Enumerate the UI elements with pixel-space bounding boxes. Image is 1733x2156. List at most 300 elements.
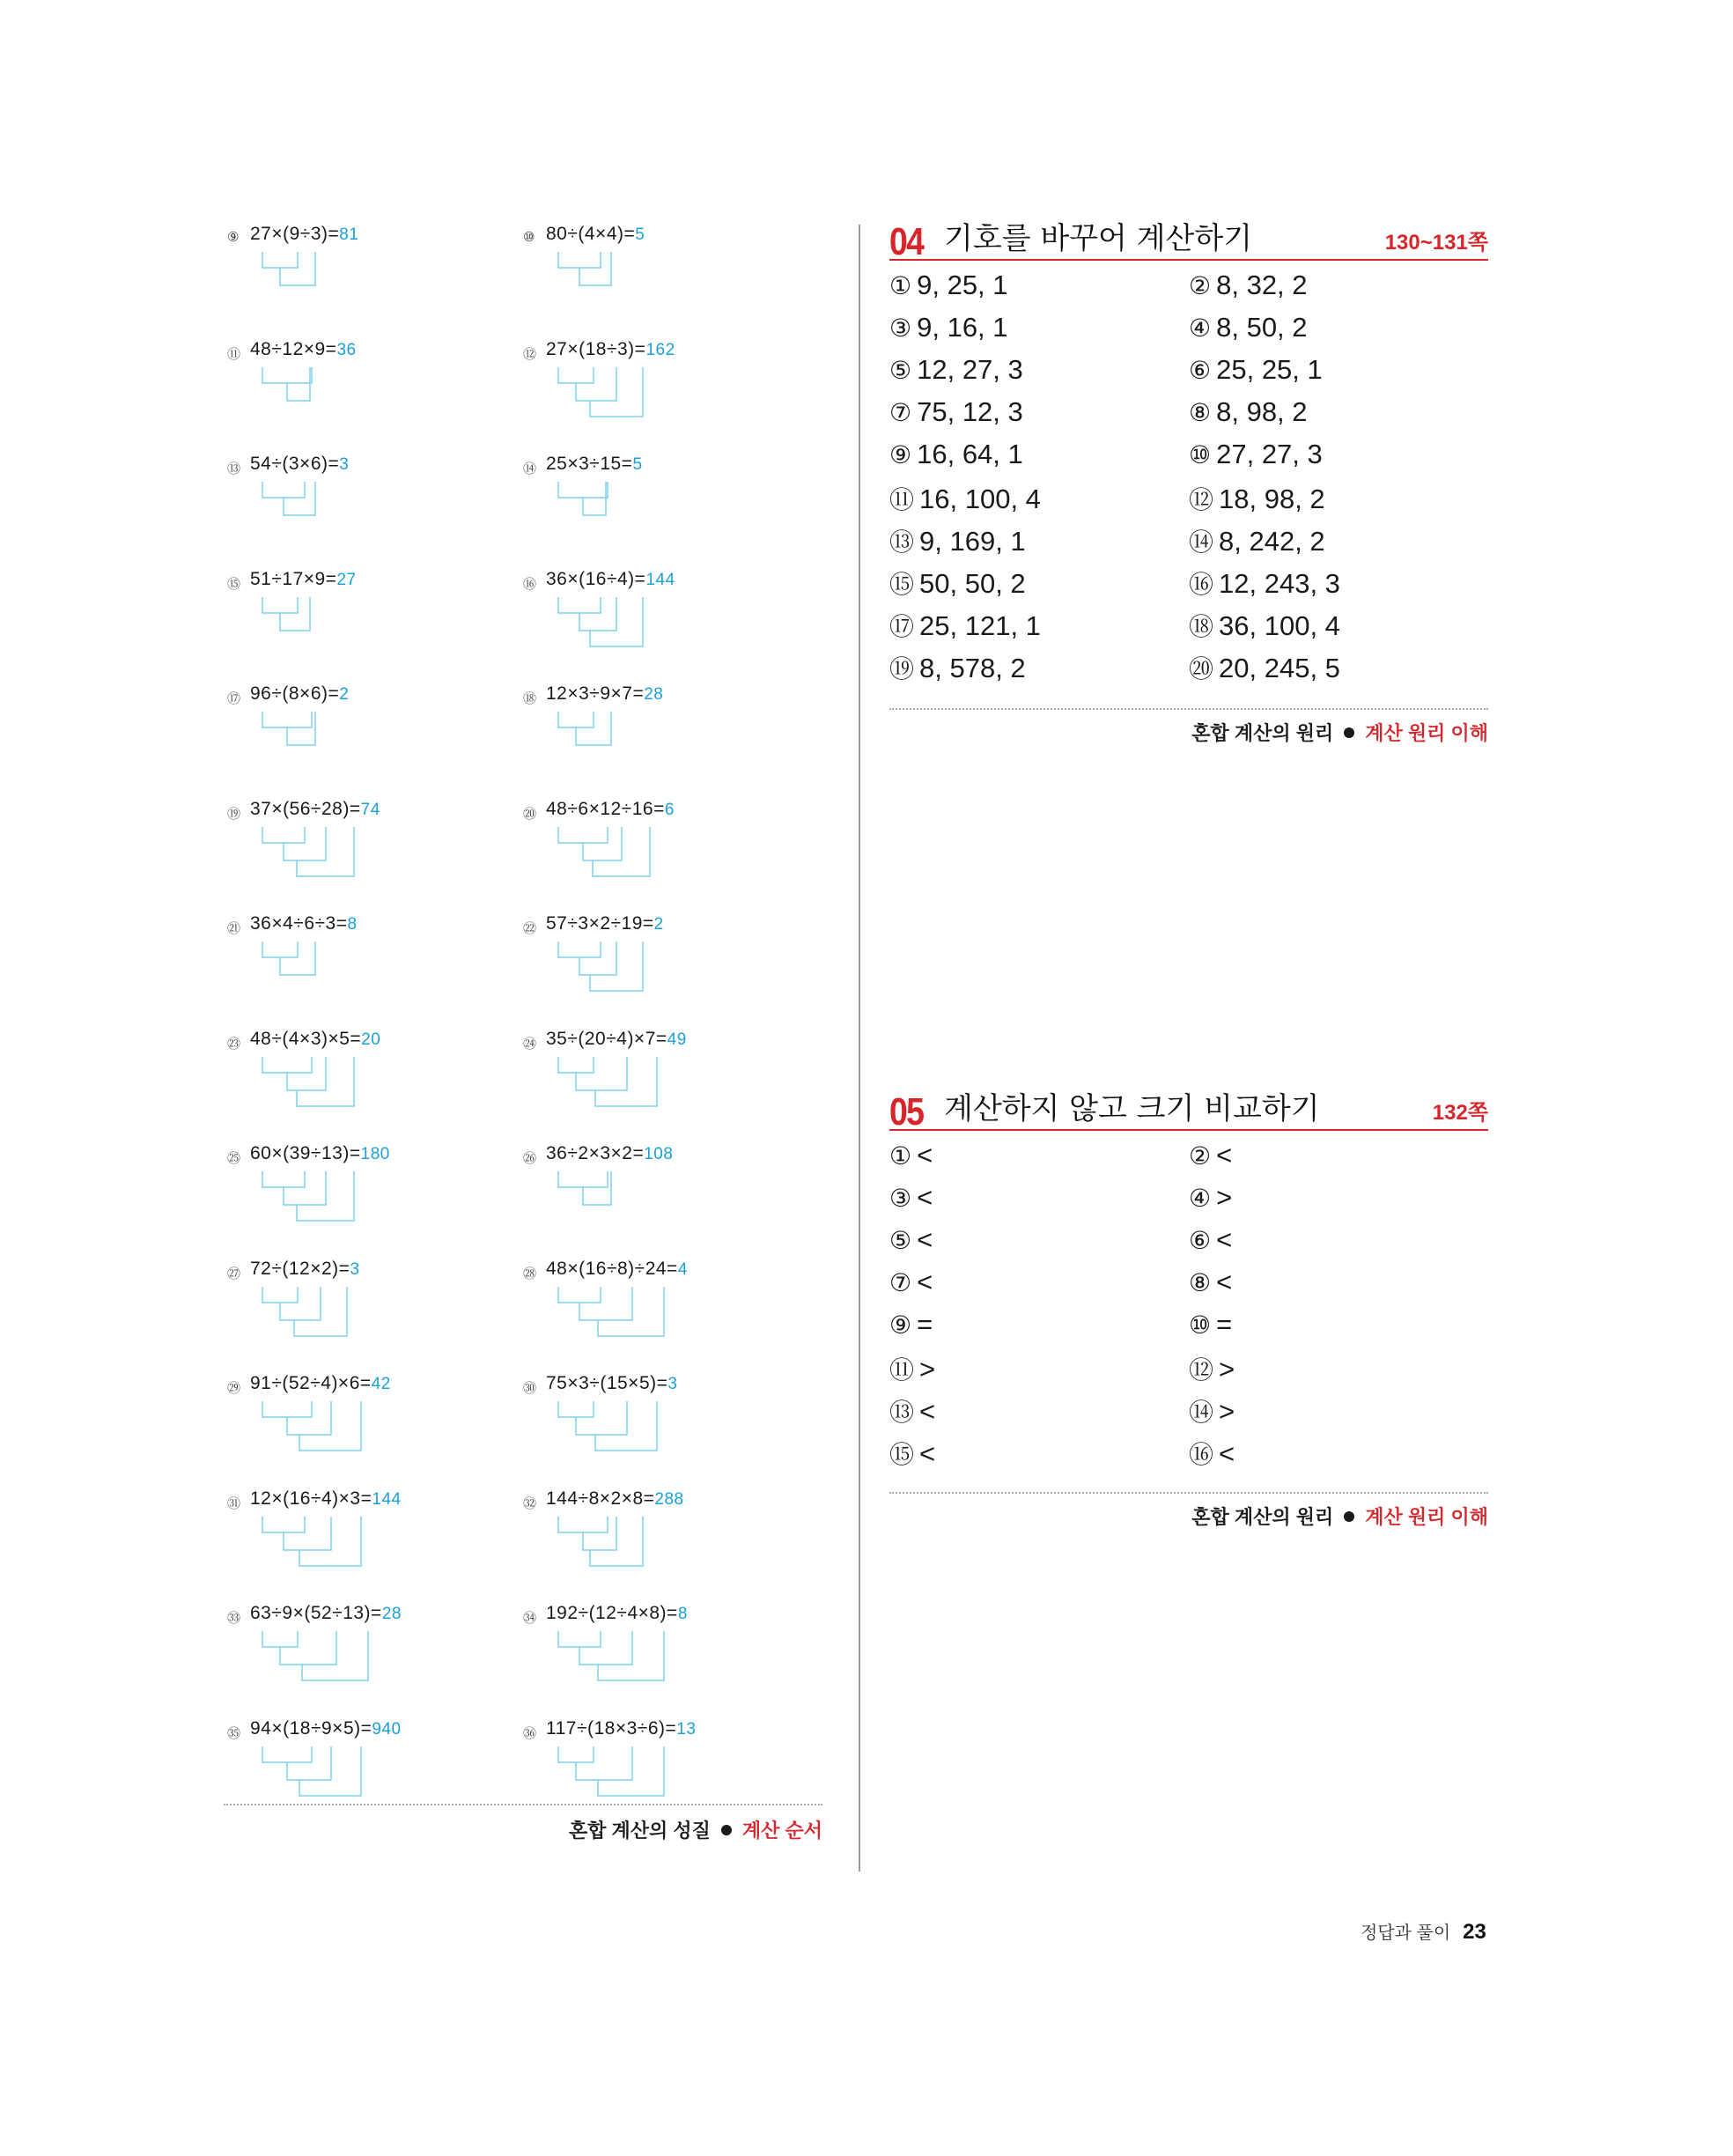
answer-text: 8, 578, 2 xyxy=(919,653,1026,683)
answer-item xyxy=(1189,523,1325,558)
problem-number: ㉟ xyxy=(227,1724,241,1741)
problem-expression xyxy=(546,454,643,475)
answer-value: 144 xyxy=(372,1489,402,1509)
problem-number: ⑰ xyxy=(227,690,241,706)
left-footer-tag xyxy=(569,1816,822,1843)
problem-number: ㉗ xyxy=(227,1265,241,1281)
answer-value: 288 xyxy=(654,1489,684,1509)
section-04-dotted-rule xyxy=(889,708,1488,710)
answer-item xyxy=(889,1182,933,1214)
answer-number: ① xyxy=(889,1141,912,1170)
problem-number: ㉖ xyxy=(523,1150,537,1166)
bracket-line xyxy=(583,482,606,515)
bracket-line xyxy=(576,1401,627,1435)
answer-item xyxy=(1189,1351,1235,1386)
answer-item xyxy=(889,1224,933,1256)
problem-expression xyxy=(250,1488,402,1510)
answer-item xyxy=(889,523,1026,558)
answer-item xyxy=(889,481,1041,516)
calculation-order-brackets xyxy=(250,710,391,772)
bracket-line xyxy=(558,597,601,613)
answer-value: 36 xyxy=(336,340,357,359)
problem-expression xyxy=(250,799,380,820)
bracket-line xyxy=(579,941,616,975)
answer-item xyxy=(1189,354,1323,386)
problem-item xyxy=(520,454,810,550)
problem-expression xyxy=(546,1259,688,1280)
bracket-line xyxy=(262,1171,305,1187)
answer-item xyxy=(1189,1309,1232,1340)
bracket-line xyxy=(583,827,622,860)
bracket-line xyxy=(558,1746,594,1762)
answer-item xyxy=(1189,439,1323,470)
calculation-order-brackets xyxy=(546,710,687,772)
section-number: 05 xyxy=(889,1090,924,1133)
answer-value: 27 xyxy=(336,570,357,589)
answer-text: < xyxy=(919,1438,936,1469)
answer-text: = xyxy=(917,1309,933,1340)
answer-text: 25, 121, 1 xyxy=(919,610,1041,641)
answer-number: ⑯ xyxy=(1189,1440,1214,1469)
problem-item xyxy=(520,799,810,896)
problem-item xyxy=(224,1143,514,1240)
problem-item xyxy=(520,1603,810,1700)
calculation-order-brackets xyxy=(546,1745,687,1806)
bracket-line xyxy=(262,597,298,613)
answer-item xyxy=(889,1140,933,1171)
calculation-order-brackets xyxy=(546,595,687,657)
bracket-line xyxy=(558,941,601,957)
calculation-order-brackets xyxy=(546,1629,687,1691)
bracket-line xyxy=(579,597,616,631)
bracket-line xyxy=(576,367,616,401)
problem-item xyxy=(224,1373,514,1470)
bracket-line xyxy=(287,1057,326,1090)
section-04-header xyxy=(889,218,1488,261)
calculation-order-brackets xyxy=(250,1629,391,1691)
bracket-line xyxy=(287,1746,331,1780)
section-05-dotted-rule xyxy=(889,1492,1488,1494)
answer-text: 8, 50, 2 xyxy=(1216,312,1308,343)
answer-item xyxy=(889,270,1008,301)
problem-number: ㉑ xyxy=(227,920,241,936)
expression-text: 144÷8×2×8= xyxy=(546,1488,655,1509)
answer-item xyxy=(1189,565,1340,601)
bracket-line xyxy=(262,1057,312,1073)
answer-value: 8 xyxy=(677,1605,688,1623)
problem-expression xyxy=(546,913,664,934)
answer-text: < xyxy=(917,1266,933,1297)
bracket-line xyxy=(558,1517,608,1532)
bracket-line xyxy=(598,1287,664,1336)
answer-value: 108 xyxy=(644,1145,674,1163)
answer-value: 42 xyxy=(371,1375,391,1393)
bracket-line xyxy=(576,1746,632,1780)
bracket-line xyxy=(558,252,601,268)
answer-number: ⑩ xyxy=(1189,440,1212,469)
calculation-order-brackets xyxy=(250,1745,391,1806)
problem-expression xyxy=(546,1603,688,1624)
problem-expression xyxy=(250,913,358,934)
problem-number: ㉓ xyxy=(227,1035,241,1052)
problem-number: ⑯ xyxy=(523,575,537,592)
answer-text: 27, 27, 3 xyxy=(1216,439,1323,469)
section-05 xyxy=(889,1089,1488,1469)
bracket-line xyxy=(299,1746,361,1796)
bracket-line xyxy=(579,1631,632,1665)
calculation-order-brackets xyxy=(546,365,687,427)
problem-item xyxy=(520,1029,810,1126)
answer-text: 75, 12, 3 xyxy=(917,396,1023,427)
answer-text: 9, 16, 1 xyxy=(917,312,1008,343)
answer-text: < xyxy=(1216,1266,1233,1297)
expression-text: 12×3÷9×7= xyxy=(546,683,645,704)
answer-item xyxy=(1189,1224,1232,1256)
expression-text: 35÷(20÷4)×7= xyxy=(546,1028,667,1049)
calculation-order-brackets xyxy=(546,940,687,1001)
problem-number: ㉘ xyxy=(523,1265,537,1281)
answer-number: ⑪ xyxy=(889,485,915,514)
problem-item xyxy=(520,683,810,780)
calculation-order-brackets xyxy=(546,480,687,542)
footer-tag-red: 계산 원리 이해 xyxy=(1365,722,1488,744)
bracket-line xyxy=(598,1631,664,1680)
expression-text: 48÷(4×3)×5= xyxy=(250,1028,362,1049)
expression-text: 25×3÷15= xyxy=(546,454,633,474)
problem-item xyxy=(224,224,514,321)
problem-number: ⑱ xyxy=(523,690,537,706)
answer-number: ⑧ xyxy=(1189,1268,1212,1297)
calculation-order-brackets xyxy=(250,480,391,542)
problem-item xyxy=(520,339,810,436)
section-pages: 132쪽 xyxy=(1432,1101,1488,1125)
bracket-line xyxy=(598,1746,664,1796)
calculation-order-brackets xyxy=(250,365,391,427)
answer-value: 49 xyxy=(667,1030,687,1049)
section-05-header xyxy=(889,1089,1488,1131)
expression-text: 80÷(4×4)= xyxy=(546,224,636,244)
bracket-line xyxy=(558,827,608,843)
answer-value: 81 xyxy=(339,225,359,244)
problem-item xyxy=(224,569,514,666)
answer-text: < xyxy=(917,1140,933,1170)
answer-text: 8, 32, 2 xyxy=(1216,270,1308,300)
left-dotted-rule xyxy=(224,1804,822,1805)
answer-text: 8, 242, 2 xyxy=(1219,526,1325,557)
page-footer xyxy=(1361,1918,1486,1945)
answer-number: ④ xyxy=(1189,1184,1212,1213)
problem-expression xyxy=(250,569,357,590)
answer-item xyxy=(889,650,1026,685)
expression-text: 48×(16÷8)÷24= xyxy=(546,1258,678,1279)
answer-value: 2 xyxy=(653,915,664,934)
calculation-order-brackets xyxy=(250,825,391,887)
expression-text: 36×4÷6÷3= xyxy=(250,913,348,934)
answer-value: 144 xyxy=(645,570,675,589)
calculation-order-brackets xyxy=(546,825,687,887)
bracket-line xyxy=(280,1631,336,1665)
answer-number: ⑳ xyxy=(1189,654,1214,683)
problem-number: ㉒ xyxy=(523,920,537,936)
problem-number: ㉙ xyxy=(227,1380,241,1396)
answer-value: 5 xyxy=(635,225,645,244)
expression-text: 57÷3×2÷19= xyxy=(546,913,654,934)
answer-value: 180 xyxy=(360,1145,390,1163)
section-title: 계산하지 않고 크기 비교하기 xyxy=(944,1091,1320,1126)
expression-text: 60×(39÷13)= xyxy=(250,1143,361,1163)
answer-number: ⑮ xyxy=(889,1440,915,1469)
calculation-order-brackets xyxy=(546,1399,687,1461)
problem-item xyxy=(224,1029,514,1126)
problem-expression xyxy=(250,1373,391,1394)
answer-number: ⑱ xyxy=(1189,612,1214,641)
problem-expression xyxy=(546,1029,687,1050)
answer-text: < xyxy=(1219,1438,1235,1469)
answer-item xyxy=(1189,396,1308,428)
bracket-line xyxy=(576,1057,627,1090)
bracket-line xyxy=(579,1287,632,1320)
expression-text: 48÷12×9= xyxy=(250,338,337,359)
calculation-order-brackets xyxy=(250,595,391,657)
problem-expression xyxy=(546,1143,673,1164)
problem-number: ㉕ xyxy=(227,1150,241,1166)
bracket-line xyxy=(558,367,594,383)
bracket-line xyxy=(262,1517,305,1532)
expression-text: 63÷9×(52÷13)= xyxy=(250,1603,382,1623)
expression-text: 27×(9÷3)= xyxy=(250,224,340,244)
bracket-line xyxy=(262,827,305,843)
page-number: 23 xyxy=(1463,1920,1486,1944)
expression-text: 94×(18÷9×5)= xyxy=(250,1717,372,1739)
expression-text: 48÷6×12÷16= xyxy=(546,798,665,819)
footer-tag-red: 계산 순서 xyxy=(741,1820,822,1842)
answer-text: 36, 100, 4 xyxy=(1219,610,1340,641)
answer-number: ④ xyxy=(1189,314,1212,343)
bracket-line xyxy=(287,1401,331,1435)
problem-expression xyxy=(250,339,357,360)
bracket-line xyxy=(262,941,298,957)
section-05-footer-tag xyxy=(1191,1503,1488,1530)
problem-expression xyxy=(546,224,645,245)
answer-item xyxy=(1189,1436,1235,1471)
calculation-order-brackets xyxy=(546,250,687,312)
problem-item xyxy=(520,1718,810,1815)
answer-item xyxy=(889,1266,933,1298)
answer-number: ⑦ xyxy=(889,398,912,427)
answer-text: > xyxy=(919,1354,936,1384)
problem-expression xyxy=(250,1143,390,1164)
answer-value: 5 xyxy=(632,455,643,474)
section-pages: 130~131쪽 xyxy=(1384,231,1488,255)
answer-number: ⑩ xyxy=(1189,1311,1212,1340)
answer-number: ⑦ xyxy=(889,1268,912,1297)
calculation-order-brackets xyxy=(250,1515,391,1576)
answer-number: ⑫ xyxy=(1189,485,1214,514)
answer-value: 28 xyxy=(381,1605,402,1623)
problem-number: ⑲ xyxy=(227,805,241,822)
answer-text: < xyxy=(1216,1224,1233,1255)
section-title: 기호를 바꾸어 계산하기 xyxy=(944,221,1253,256)
answer-number: ③ xyxy=(889,314,912,343)
problem-expression xyxy=(546,683,663,705)
bracket-line xyxy=(302,1631,368,1680)
answer-value: 3 xyxy=(339,455,350,474)
answer-text: 20, 245, 5 xyxy=(1219,653,1340,683)
answer-number: ⑭ xyxy=(1189,1398,1214,1427)
bracket-line xyxy=(558,1631,601,1647)
bracket-line xyxy=(558,712,594,727)
answer-text: > xyxy=(1216,1182,1233,1213)
expression-text: 96÷(8×6)= xyxy=(250,683,340,704)
answer-value: 28 xyxy=(644,685,664,704)
answer-number: ⑭ xyxy=(1189,528,1214,557)
answer-item xyxy=(889,1351,935,1386)
answer-number: ⑨ xyxy=(889,440,912,469)
answer-value: 74 xyxy=(360,800,380,819)
bracket-line xyxy=(558,1057,594,1073)
problem-item xyxy=(520,1143,810,1240)
bracket-line xyxy=(583,1171,611,1205)
problem-item xyxy=(520,1373,810,1470)
answer-item xyxy=(1189,1393,1235,1429)
problem-item xyxy=(520,569,810,666)
footer-label: 혼합 계산의 성질 xyxy=(568,1820,711,1842)
answer-text: < xyxy=(917,1182,933,1213)
problem-item xyxy=(520,224,810,321)
expression-text: 36×(16÷4)= xyxy=(546,568,646,589)
problem-expression xyxy=(546,799,675,820)
problem-expression xyxy=(546,1488,684,1510)
problem-expression xyxy=(250,683,349,705)
page-footer-label: 정답과 풀이 xyxy=(1361,1923,1451,1943)
answer-item xyxy=(1189,608,1340,643)
answer-item xyxy=(1189,481,1325,516)
answer-text: 16, 100, 4 xyxy=(919,484,1041,514)
expression-text: 37×(56÷28)= xyxy=(250,798,361,819)
answer-text: 9, 25, 1 xyxy=(917,270,1008,300)
answer-item xyxy=(1189,1140,1232,1171)
problem-item xyxy=(224,1718,514,1815)
answer-item xyxy=(1189,270,1308,301)
problem-item xyxy=(224,1603,514,1700)
expression-text: 51÷17×9= xyxy=(250,568,337,589)
bracket-line xyxy=(280,1287,321,1320)
calculation-order-brackets xyxy=(250,1285,391,1347)
problem-number: ⑫ xyxy=(523,345,537,362)
problem-number: ⑪ xyxy=(227,345,241,362)
footer-label: 혼합 계산의 원리 xyxy=(1191,722,1334,744)
problem-number: ⑬ xyxy=(227,461,241,476)
answer-value: 2 xyxy=(339,685,350,704)
section-04-footer-tag xyxy=(1191,719,1488,746)
answer-item xyxy=(889,396,1023,428)
problem-expression xyxy=(250,224,358,245)
answer-item xyxy=(889,439,1023,470)
expression-text: 192÷(12÷4×8)= xyxy=(546,1603,678,1623)
problem-item xyxy=(224,1259,514,1355)
answer-value: 20 xyxy=(361,1030,381,1049)
bracket-line xyxy=(583,1517,616,1550)
problem-expression xyxy=(546,1373,677,1394)
section-04 xyxy=(889,218,1488,683)
calculation-order-brackets xyxy=(250,1170,391,1231)
problem-number: ⑳ xyxy=(523,805,537,822)
expression-text: 27×(18÷3)= xyxy=(546,338,646,359)
problem-expression xyxy=(546,339,675,360)
problem-item xyxy=(520,1488,810,1585)
problem-number: ㉛ xyxy=(227,1495,241,1511)
expression-text: 72÷(12×2)= xyxy=(250,1258,350,1279)
answer-item xyxy=(1189,312,1308,343)
problem-item xyxy=(224,339,514,436)
bracket-line xyxy=(262,1401,312,1417)
answer-text: 25, 25, 1 xyxy=(1216,354,1323,385)
answer-text: > xyxy=(1219,1354,1235,1384)
answer-text: 9, 169, 1 xyxy=(919,526,1026,557)
bracket-line xyxy=(558,1401,594,1417)
answer-number: ⑥ xyxy=(1189,1226,1212,1255)
answer-number: ⑤ xyxy=(889,356,912,385)
answer-value: 8 xyxy=(347,915,358,934)
bullet-dot-icon xyxy=(1344,727,1354,738)
answer-item xyxy=(1189,1266,1232,1298)
answer-item xyxy=(1189,650,1340,685)
bracket-line xyxy=(579,252,611,285)
answer-text: 18, 98, 2 xyxy=(1219,484,1325,514)
bracket-line xyxy=(262,252,298,268)
calculation-order-brackets xyxy=(250,940,391,1001)
column-divider xyxy=(859,225,860,1872)
answer-text: 12, 27, 3 xyxy=(917,354,1023,385)
answer-item xyxy=(889,1309,933,1340)
problem-number: ⑭ xyxy=(523,461,537,476)
bracket-line xyxy=(558,1171,608,1187)
answer-value: 162 xyxy=(645,340,675,359)
bracket-line xyxy=(284,1517,331,1550)
answer-number: ② xyxy=(1189,1141,1212,1170)
bracket-line xyxy=(595,1401,657,1451)
calculation-order-brackets xyxy=(546,1515,687,1576)
answer-number: ⑨ xyxy=(889,1311,912,1340)
bracket-line xyxy=(262,482,305,498)
expression-text: 91÷(52÷4)×6= xyxy=(250,1373,372,1393)
problem-item xyxy=(224,1488,514,1585)
answer-text: < xyxy=(917,1224,933,1255)
expression-text: 75×3÷(15×5)= xyxy=(546,1373,668,1393)
answer-value: 6 xyxy=(664,800,675,819)
problem-number: ㉝ xyxy=(227,1610,241,1626)
calculation-order-brackets xyxy=(546,1170,687,1231)
bracket-line xyxy=(262,367,312,383)
bracket-line xyxy=(262,712,312,727)
bracket-line xyxy=(262,1746,312,1762)
answer-value: 4 xyxy=(677,1259,688,1279)
bracket-line xyxy=(299,1401,361,1451)
footer-label: 혼합 계산의 원리 xyxy=(1191,1506,1334,1528)
problem-item xyxy=(224,913,514,1010)
answer-number: ⑰ xyxy=(889,612,915,641)
answer-number: ⑮ xyxy=(889,570,915,599)
calculation-order-brackets xyxy=(250,1055,391,1117)
expression-text: 36÷2×3×2= xyxy=(546,1143,645,1163)
problem-item xyxy=(224,683,514,780)
problem-number: ⑨ xyxy=(227,229,240,245)
bullet-dot-icon xyxy=(721,1825,732,1835)
answer-text: = xyxy=(1216,1309,1233,1340)
answer-item xyxy=(889,354,1023,386)
answer-number: ⑪ xyxy=(889,1355,915,1384)
problem-number: ⑩ xyxy=(523,229,535,245)
